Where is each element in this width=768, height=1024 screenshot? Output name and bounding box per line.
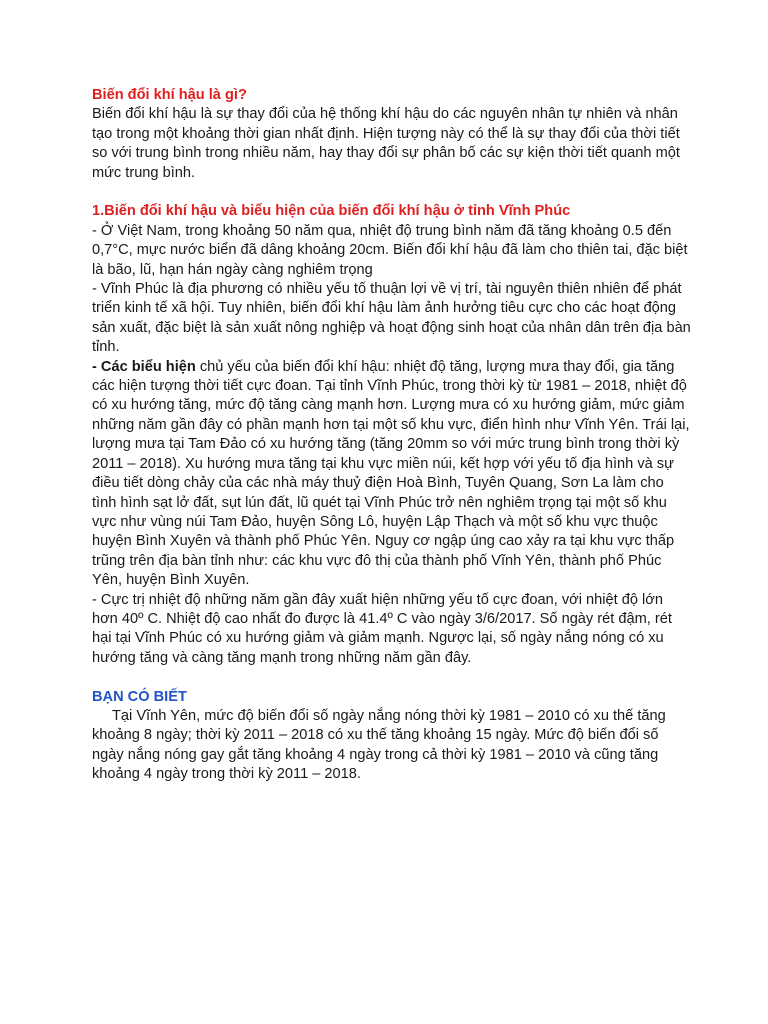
- document-page: [92, 86, 692, 785]
- paragraph-cuc-tri: - Cực trị nhiệt độ những năm gần đây xuất hiện những yếu tố cực đoan, với nhiệt độ lớn hơn 40º C. Nhiệt độ cao nhất đo được là 41.4º C vào ngày 3/6/2017. Số ngày rét đậm, rét hại tại Vĩnh Phúc có xu hướng giảm và giảm mạnh. Ngược lại, số ngày nắng nóng có xu hướng tăng và càng tăng mạnh trong những năm gần đây.: [92, 591, 672, 666]
- section-1-heading: 1.Biến đổi khí hậu và biểu hiện của biến đổi khí hậu ở tỉnh Vĩnh Phúc: [92, 203, 571, 220]
- paragraph-vietnam: - Ở Việt Nam, trong khoảng 50 năm qua, nhiệt độ trung bình năm đã tăng khoảng 0.5 đến 0,7°C, mực nước biển đã dâng khoảng 20cm. Biến đổi khí hậu đã làm cho thiên tai, đặc biệt là bão, lũ, hạn hán ngày càng nghiêm trọng: [92, 222, 688, 278]
- spacer: [92, 183, 692, 202]
- bieu-hien-body: chủ yếu của biến đổi khí hậu: nhiệt độ tăng, lượng mưa thay đổi, gia tăng các hiện tượng thời tiết cực đoan. Tại tỉnh Vĩnh Phúc, trong thời kỳ từ 1981 – 2018, nhiệt độ có xu hướng tăng, mức độ tăng càng mạnh hơn. Lượng mưa có xu hướng giảm, mức giảm những năm gần đây có phần mạnh hơn tại một số khu vực, điển hình như Vĩnh Yên. Trái lại, lượng mưa tại Tam Đảo có xu hướng tăng (tăng 20mm so với mức trung bình trong thời kỳ 2011 – 2018). Xu hướng mưa tăng tại khu vực miền núi, kết hợp với yếu tố địa hình và sự điều tiết dòng chảy của các nhà máy thuỷ điện Hoà Bình, Tuyên Quang, Sơn La làm cho tình hình sạt lở đất, sụt lún đất, lũ quét tại Vĩnh Phúc trở nên nghiêm trọng tại một số khu vực như vùng núi Tam Đảo, huyện Sông Lô, huyện Lập Thạch và một số khu vực thuộc huyện Bình Xuyên và thành phố Phúc Yên. Nguy cơ ngập úng cao xảy ra tại khu vực thấp trũng trên địa bàn tỉnh như: các khu vực đô thị của thành phố Vĩnh Yên, thành phố Phúc Yên, huyện Bình Xuyên.: [92, 358, 690, 589]
- paragraph-vinh-phuc: - Vĩnh Phúc là địa phương có nhiều yếu tố thuận lợi về vị trí, tài nguyên thiên nhiên để phát triển kinh tế xã hội. Tuy nhiên, biến đổi khí hậu làm ảnh hưởng tiêu cực cho các hoạt động sản xuất, đặc biệt là sản xuất nông nghiệp và hoạt động sinh hoạt của nhân dân trên địa bàn tỉnh.: [92, 281, 691, 356]
- ban-co-biet-paragraph: Tại Vĩnh Yên, mức độ biến đổi số ngày nắng nóng thời kỳ 1981 – 2010 có xu thế tăng khoảng 8 ngày; thời kỳ 2011 – 2018 có xu thế tăng khoảng 15 ngày. Mức độ biến đổi số ngày nắng nóng gay gắt tăng khoảng 4 ngày trong cả thời kỳ 1981 – 2010 và cũng tăng khoảng 4 ngày trong thời kỳ 2011 – 2018.: [92, 707, 666, 783]
- paragraph-bieu-hien: [92, 358, 692, 591]
- intro-paragraph: Biến đổi khí hậu là sự thay đổi của hệ thống khí hậu do các nguyên nhân tự nhiên và nhân tạo trong một khoảng thời gian nhất định. Hiện tượng này có thể là sự thay đổi của thời tiết so với trung bình trong nhiều năm, hay thay đổi sự phân bố các sự kiện thời tiết quanh một mức trung bình.: [92, 106, 680, 181]
- bieu-hien-lead: - Các biểu hiện: [92, 358, 196, 375]
- spacer: [92, 668, 692, 687]
- intro-heading: Biến đổi khí hậu là gì?: [92, 87, 247, 103]
- ban-co-biet-heading: BẠN CÓ BIẾT: [92, 688, 187, 705]
